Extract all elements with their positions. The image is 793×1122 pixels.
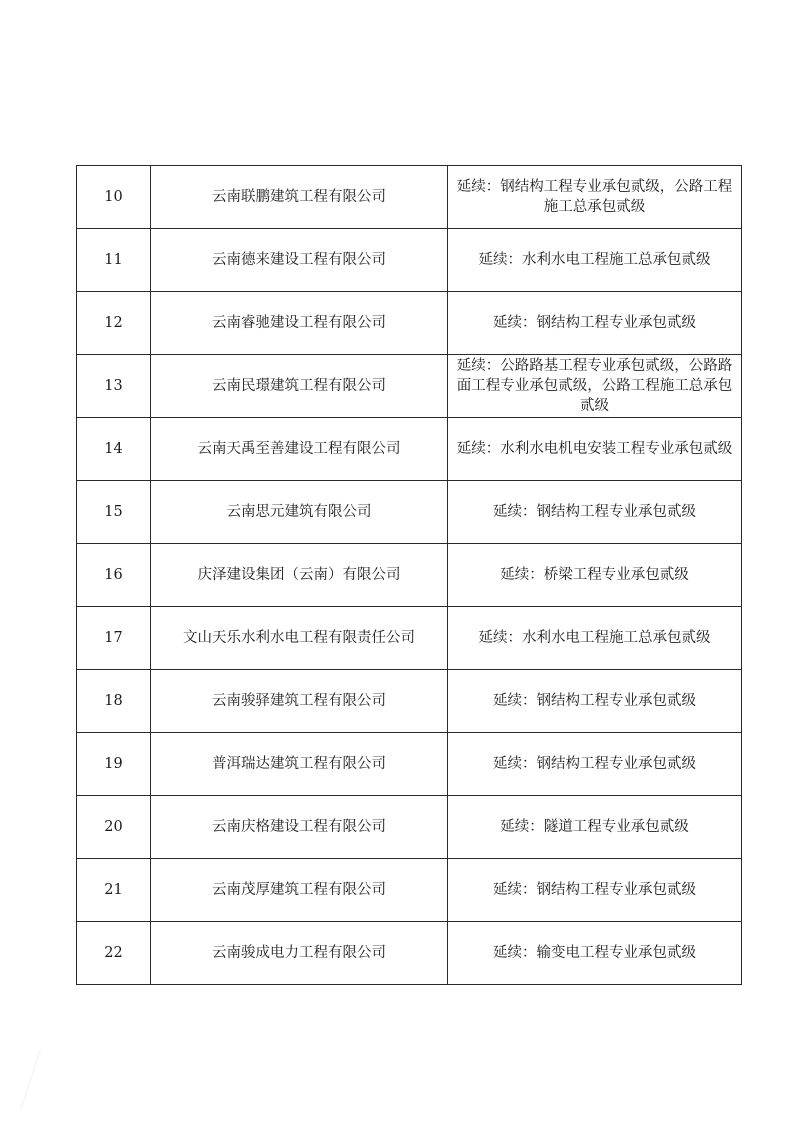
company-name: 云南茂厚建筑工程有限公司 [151, 859, 448, 922]
qualification-scope [448, 481, 742, 544]
row-number: 10 [77, 166, 151, 229]
qualification-scope [448, 418, 742, 481]
scope-text: 延续：公路路基工程专业承包贰级，公路路面工程专业承包贰级，公路工程施工总承包贰级 [456, 358, 733, 414]
qualification-table [76, 165, 742, 985]
scope-text: 延续：水利水电工程施工总承包贰级 [478, 630, 711, 646]
row-number: 17 [77, 607, 151, 670]
table-row [77, 418, 742, 481]
scope-text: 延续：钢结构工程专业承包贰级 [493, 693, 696, 709]
company-name: 庆泽建设集团（云南）有限公司 [151, 544, 448, 607]
company-name: 文山天乐水利水电工程有限责任公司 [151, 607, 448, 670]
scope-text: 延续：钢结构工程专业承包贰级 [493, 315, 696, 331]
qualification-scope [448, 355, 742, 418]
row-number: 20 [77, 796, 151, 859]
row-number: 19 [77, 733, 151, 796]
scope-text: 延续：水利水电工程施工总承包贰级 [478, 252, 711, 268]
row-number: 21 [77, 859, 151, 922]
table-row [77, 922, 742, 985]
scope-text: 延续：输变电工程专业承包贰级 [493, 945, 696, 961]
table-row [77, 670, 742, 733]
table-row [77, 166, 742, 229]
scope-text: 延续：水利水电机电安装工程专业承包贰级 [456, 441, 733, 457]
company-name: 云南德来建设工程有限公司 [151, 229, 448, 292]
qualification-scope [448, 229, 742, 292]
qualification-scope [448, 166, 742, 229]
table-row [77, 355, 742, 418]
table-row [77, 859, 742, 922]
table-row [77, 481, 742, 544]
row-number: 16 [77, 544, 151, 607]
scope-text: 延续：钢结构工程专业承包贰级，公路工程施工总承包贰级 [456, 179, 733, 215]
table-body [77, 166, 742, 985]
row-number: 14 [77, 418, 151, 481]
company-name: 云南睿驰建设工程有限公司 [151, 292, 448, 355]
company-name: 云南骏驿建筑工程有限公司 [151, 670, 448, 733]
row-number: 18 [77, 670, 151, 733]
row-number: 15 [77, 481, 151, 544]
qualification-scope [448, 733, 742, 796]
scope-text: 延续：隧道工程专业承包贰级 [500, 819, 689, 835]
company-name: 普洱瑞达建筑工程有限公司 [151, 733, 448, 796]
table-row [77, 229, 742, 292]
qualification-scope [448, 544, 742, 607]
table-row [77, 544, 742, 607]
row-number: 22 [77, 922, 151, 985]
scope-text: 延续：钢结构工程专业承包贰级 [493, 504, 696, 520]
qualification-scope [448, 859, 742, 922]
qualification-scope [448, 922, 742, 985]
scope-text: 延续：钢结构工程专业承包贰级 [493, 882, 696, 898]
qualification-scope [448, 292, 742, 355]
scan-artifact [0, 1050, 41, 1110]
table-row [77, 796, 742, 859]
qualification-scope [448, 796, 742, 859]
scope-text: 延续：钢结构工程专业承包贰级 [493, 756, 696, 772]
table-row [77, 292, 742, 355]
row-number: 13 [77, 355, 151, 418]
company-name: 云南联鹏建筑工程有限公司 [151, 166, 448, 229]
qualification-scope [448, 607, 742, 670]
table-row [77, 733, 742, 796]
company-name: 云南天禹至善建设工程有限公司 [151, 418, 448, 481]
company-name: 云南骏成电力工程有限公司 [151, 922, 448, 985]
company-name: 云南庆格建设工程有限公司 [151, 796, 448, 859]
table-row [77, 607, 742, 670]
scope-text: 延续：桥梁工程专业承包贰级 [500, 567, 689, 583]
company-name: 云南思元建筑有限公司 [151, 481, 448, 544]
company-name: 云南民璟建筑工程有限公司 [151, 355, 448, 418]
row-number: 12 [77, 292, 151, 355]
qualification-scope [448, 670, 742, 733]
row-number: 11 [77, 229, 151, 292]
